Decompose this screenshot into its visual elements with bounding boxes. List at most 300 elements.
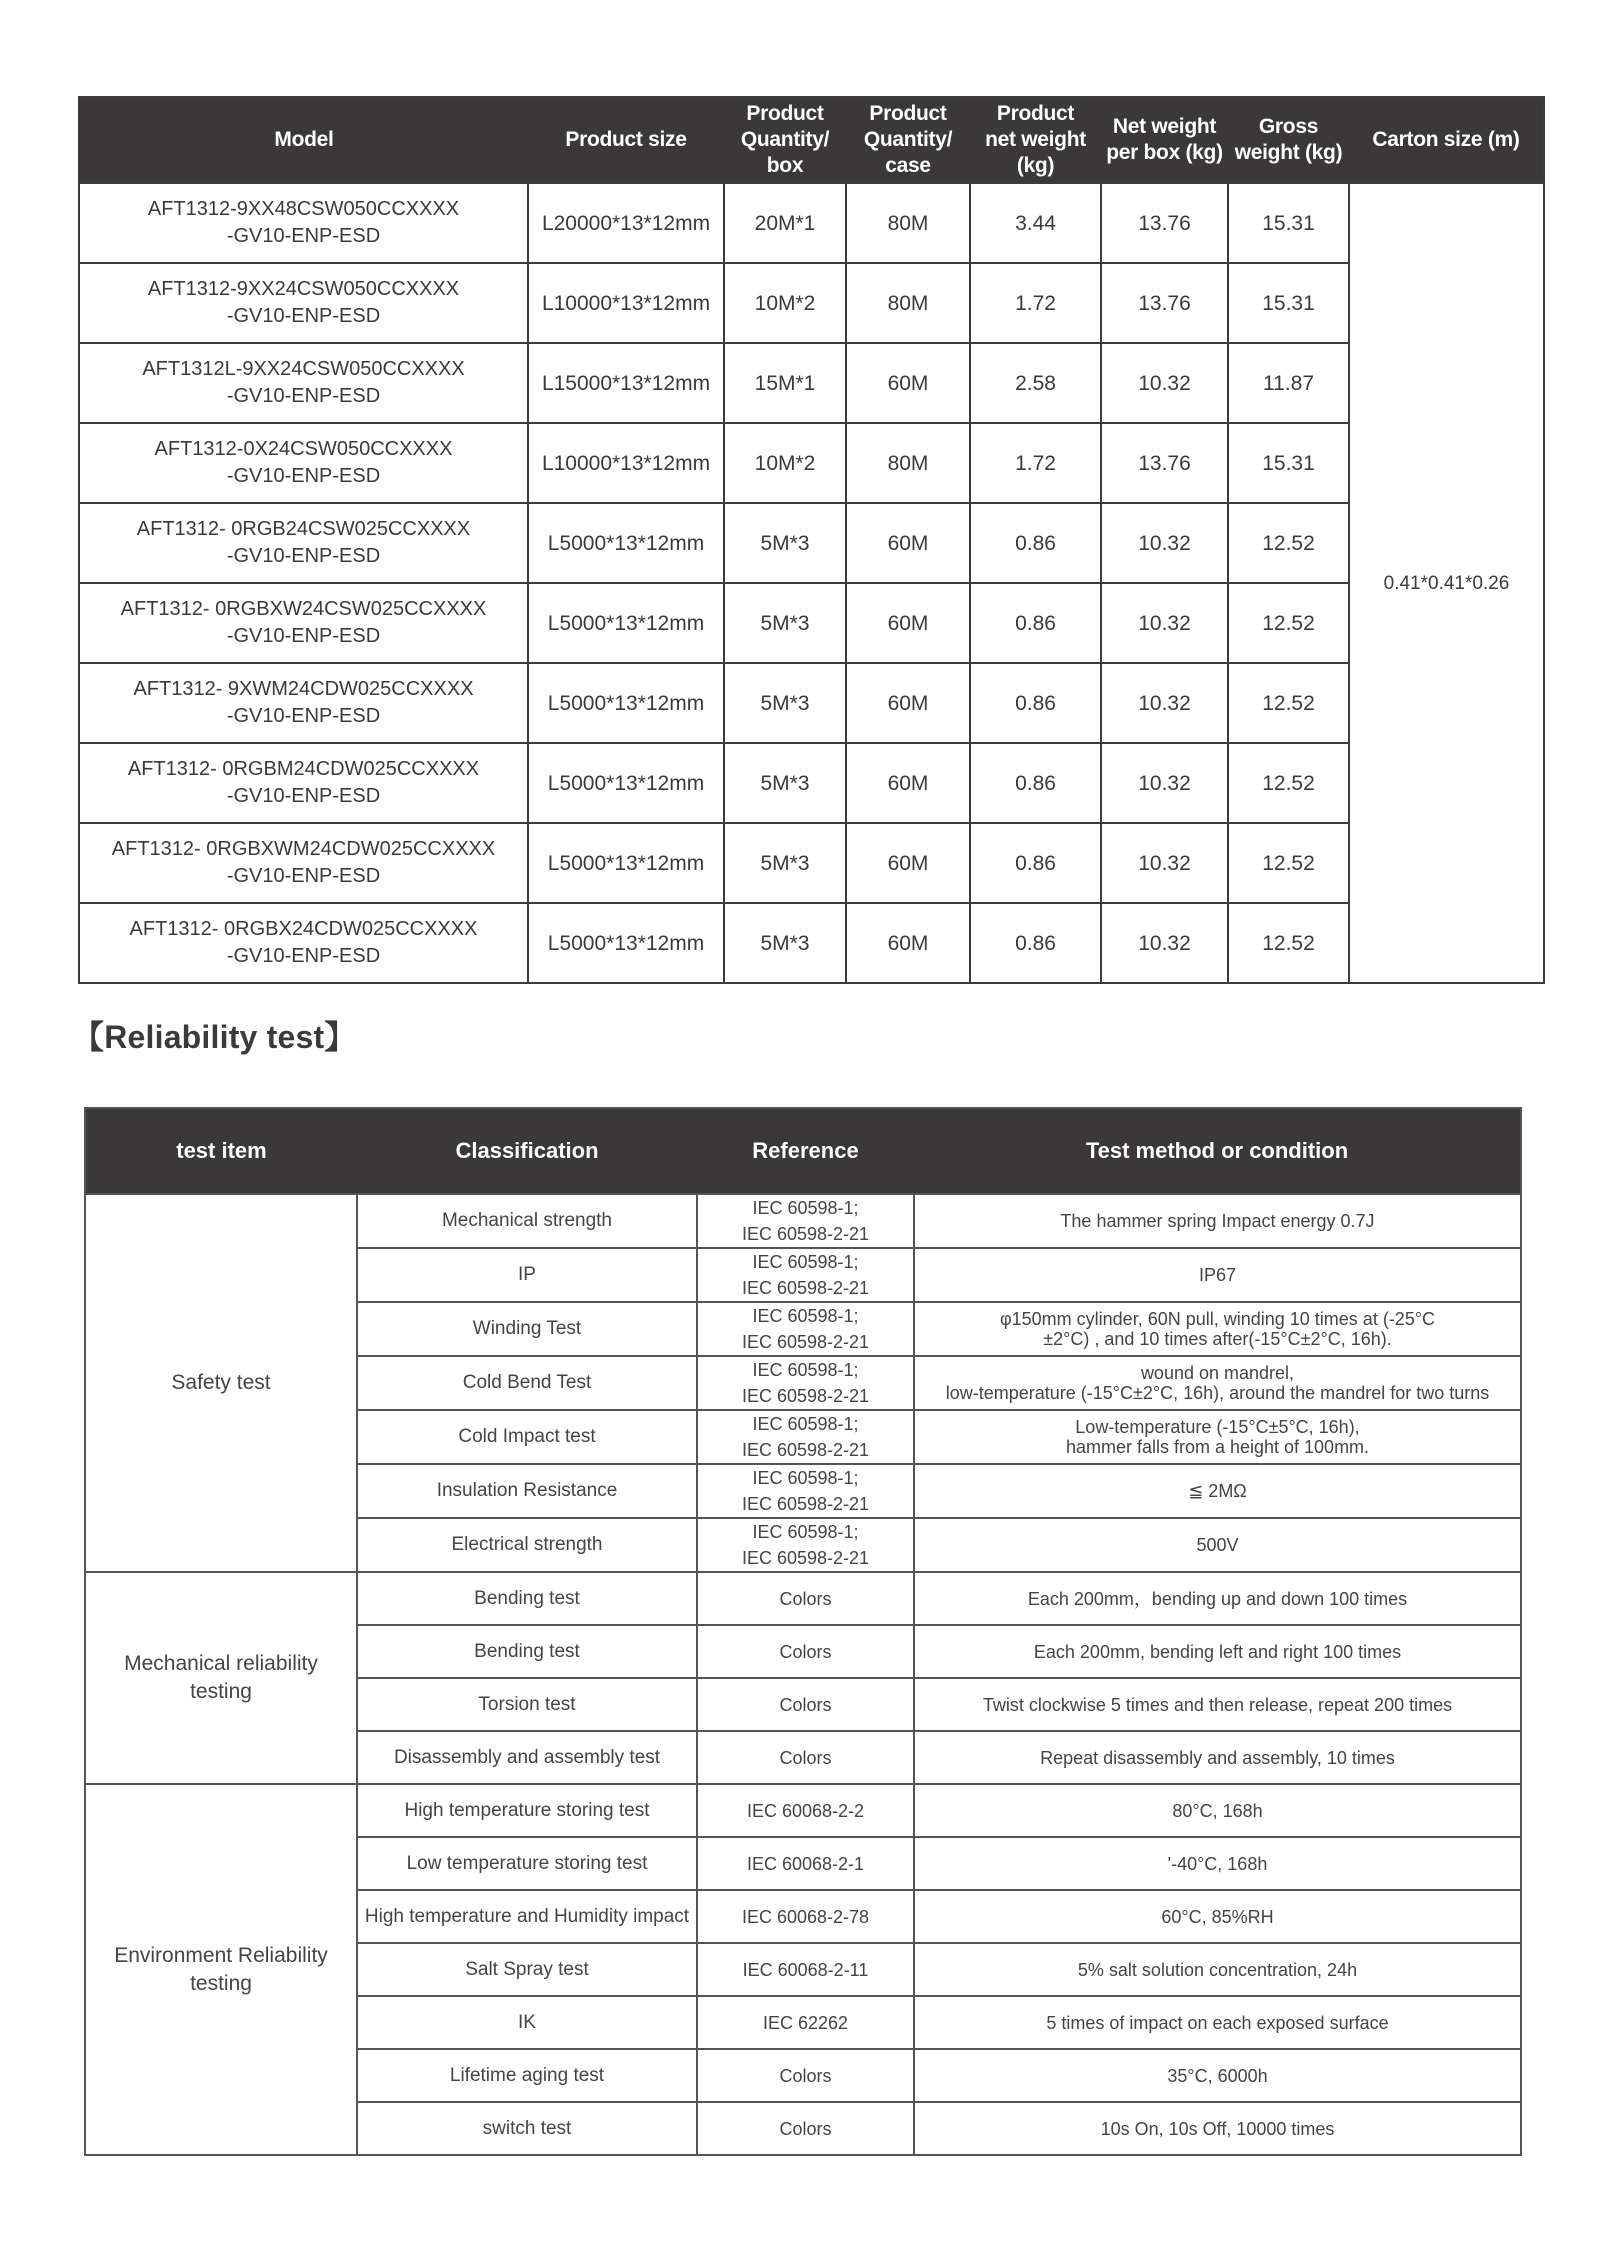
net-weight-cell [970,503,1101,583]
net-weight-cell-text: 0.86 [1015,851,1056,875]
test-method-cell-text: φ150mm cylinder, 60N pull, winding 10 times at (-25°C [999,1309,1436,1329]
net-weight-cell-text: 0.86 [1015,931,1056,955]
reference-cell-text: IEC 60068-2-78 [741,1906,870,1927]
model-cell-text: AFT1312- 0RGBM24CDW025CCXXXX [127,758,480,780]
classification-cell-text: Cold Bend Test [462,1372,592,1393]
model-cell [79,823,528,903]
model-cell-text: AFT1312L-9XX24CSW050CCXXXX [142,358,465,380]
classification-cell [357,1996,697,2049]
net-weight-cell-text: 0.86 [1015,611,1056,635]
model-cell [79,903,528,983]
net-per-box-cell-text: 10.32 [1138,691,1191,715]
test-method-cell-text: 35°C, 6000h [1167,2065,1268,2086]
classification-cell-text: Torsion test [478,1693,576,1715]
product-size-cell [528,583,724,663]
test-method-cell-text: 5% salt solution concentration, 24h [1077,1959,1358,1980]
test-method-cell-text: ≦ 2MΩ [1188,1481,1247,1501]
gross-weight-cell-text: 12.52 [1262,931,1315,955]
qty-case-cell-text: 60M [887,371,929,395]
model-cell [79,663,528,743]
net-weight-cell-text: 1.72 [1015,451,1056,475]
classification-cell-text: Low temperature storing test [406,1852,648,1874]
reference-cell-text: IEC 60598-2-21 [741,1224,870,1244]
model-cell-text: -GV10-ENP-ESD [226,865,381,887]
net-per-box-cell [1101,343,1228,423]
classification-cell-text: Mechanical strength [441,1210,613,1231]
header-qty-case: Product Quantity/ case [846,97,970,183]
model-cell-text: -GV10-ENP-ESD [226,945,381,967]
reference-cell-text: IEC 60598-1; [752,1306,859,1326]
qty-case-cell-text: 80M [887,291,929,315]
qty-box-cell-text: 5M*3 [760,691,810,715]
qty-case-cell [846,663,970,743]
qty-box-cell-text: 5M*3 [760,611,810,635]
net-per-box-cell [1101,183,1228,263]
qty-box-cell [724,183,846,263]
net-per-box-cell [1101,743,1228,823]
gross-weight-cell-text: 12.52 [1262,691,1315,715]
net-per-box-cell-text: 13.76 [1138,211,1191,235]
qty-case-cell-text: 80M [887,451,929,475]
test-method-cell-text: 80°C, 168h [1172,1800,1263,1821]
gross-weight-cell [1228,423,1349,503]
reference-cell-text: IEC 60598-2-21 [741,1332,870,1352]
reference-cell [697,2102,914,2155]
packing-row [79,823,1544,903]
qty-box-cell [724,343,846,423]
model-cell-text: -GV10-ENP-ESD [226,625,381,647]
test-method-cell [914,1194,1521,1248]
test-method-cell [914,1943,1521,1996]
net-weight-cell-text: 0.86 [1015,531,1056,555]
net-weight-cell [970,663,1101,743]
classification-cell-text: Winding Test [472,1318,582,1339]
classification-cell [357,1890,697,1943]
product-size-cell-text: L5000*13*12mm [547,771,705,795]
gross-weight-cell [1228,503,1349,583]
model-cell [79,423,528,503]
product-size-cell-text: L10000*13*12mm [541,291,711,315]
reliability-row [85,1784,1521,1837]
packing-row [79,263,1544,343]
net-per-box-cell [1101,663,1228,743]
qty-box-cell [724,583,846,663]
reliability-row [85,1572,1521,1625]
packing-table [78,96,1545,984]
test-method-cell-text: 500V [1196,1535,1239,1555]
test-item-group-cell-text: testing [190,1680,252,1703]
reference-cell-text: Colors [779,2118,832,2139]
model-cell-text: -GV10-ENP-ESD [226,705,381,727]
reference-cell [697,1356,914,1410]
classification-cell [357,2102,697,2155]
test-method-cell-text: 5 times of impact on each exposed surface [1046,2012,1389,2033]
reference-cell-text: Colors [779,1588,832,1609]
qty-case-cell-text: 80M [887,211,929,235]
reliability-table [84,1107,1522,2156]
net-weight-cell-text: 0.86 [1015,771,1056,795]
reference-cell [697,1248,914,1302]
classification-cell [357,1518,697,1572]
classification-cell-text: Bending test [474,1640,580,1662]
reference-cell-text: IEC 60068-2-1 [746,1853,865,1874]
header-reference: Reference [697,1108,914,1194]
test-method-cell [914,1356,1521,1410]
test-method-cell [914,1302,1521,1356]
qty-case-cell-text: 60M [887,931,929,955]
packing-header-row [79,97,1544,183]
net-weight-cell-text: 1.72 [1015,291,1056,315]
product-size-cell-text: L5000*13*12mm [547,931,705,955]
qty-case-cell-text: 60M [887,771,929,795]
reference-cell-text: IEC 60598-1; [752,1198,859,1218]
test-method-cell-text: 10s On, 10s Off, 10000 times [1100,2118,1335,2139]
net-weight-cell [970,903,1101,983]
net-weight-cell [970,343,1101,423]
model-cell-text: AFT1312-9XX48CSW050CCXXXX [147,198,460,220]
qty-box-cell-text: 5M*3 [760,771,810,795]
gross-weight-cell-text: 12.52 [1262,851,1315,875]
classification-cell-text: Lifetime aging test [449,2064,605,2086]
test-method-cell-text: Each 200mm，bending up and down 100 times [1027,1588,1408,1609]
carton-size-cell-text: 0.41*0.41*0.26 [1383,572,1510,594]
product-size-cell [528,743,724,823]
qty-case-cell-text: 60M [887,851,929,875]
gross-weight-cell-text: 12.52 [1262,771,1315,795]
header-model: Model [79,97,528,183]
reference-cell-text: IEC 60598-1; [752,1252,859,1272]
test-method-cell-text: wound on mandrel, [1140,1363,1295,1383]
reference-cell-text: IEC 60598-2-21 [741,1278,870,1298]
reliability-table-body [85,1194,1521,2155]
qty-box-cell [724,903,846,983]
test-method-cell-text: hammer falls from a height of 100mm. [1065,1437,1370,1457]
reference-cell [697,1943,914,1996]
model-cell-text: AFT1312-0X24CSW050CCXXXX [154,438,453,460]
product-size-cell-text: L15000*13*12mm [541,371,711,395]
qty-case-cell [846,503,970,583]
reference-cell-text: IEC 60068-2-11 [742,1959,869,1980]
classification-cell [357,1731,697,1784]
test-item-group-cell-text: Environment Reliability [114,1943,328,1967]
test-method-cell [914,1518,1521,1572]
classification-cell [357,1837,697,1890]
test-method-cell [914,1731,1521,1784]
header-gross-weight: Gross weight (kg) [1228,97,1349,183]
test-method-cell [914,1464,1521,1518]
reference-cell-text: Colors [779,2065,832,2086]
reference-cell [697,1410,914,1464]
packing-row [79,663,1544,743]
classification-cell [357,1410,697,1464]
model-cell-text: -GV10-ENP-ESD [226,545,381,567]
qty-box-cell [724,423,846,503]
header-test-method: Test method or condition [914,1108,1521,1194]
net-per-box-cell-text: 10.32 [1138,771,1191,795]
qty-box-cell [724,503,846,583]
test-method-cell [914,1625,1521,1678]
header-net-per-box: Net weight per box (kg) [1101,97,1228,183]
test-method-cell [914,2102,1521,2155]
qty-box-cell-text: 15M*1 [754,371,816,395]
product-size-cell-text: L20000*13*12mm [541,211,711,235]
classification-cell-text: IK [518,2011,536,2033]
net-per-box-cell [1101,423,1228,503]
model-cell-text: -GV10-ENP-ESD [226,385,381,407]
test-method-cell-text: IP67 [1198,1265,1237,1285]
product-size-cell-text: L5000*13*12mm [547,691,705,715]
qty-case-cell [846,903,970,983]
test-method-cell [914,2049,1521,2102]
reference-cell [697,1996,914,2049]
test-method-cell-text: '-40°C, 168h [1167,1853,1268,1874]
model-cell-text: AFT1312- 0RGBXWM24CDW025CCXXXX [111,838,496,860]
test-item-group-cell-text: Safety test [171,1371,271,1394]
model-cell [79,263,528,343]
test-method-cell [914,1410,1521,1464]
reliability-row [85,1194,1521,1248]
classification-cell-text: IP [518,1264,536,1285]
packing-row [79,903,1544,983]
gross-weight-cell [1228,663,1349,743]
classification-cell-text: Bending test [474,1587,580,1609]
classification-cell [357,1248,697,1302]
net-weight-cell-text: 3.44 [1015,211,1056,235]
gross-weight-cell-text: 12.52 [1262,531,1315,555]
test-method-cell [914,1996,1521,2049]
reference-cell-text: Colors [779,1747,832,1768]
test-method-cell-text: Twist clockwise 5 times and then release, repeat 200 times [982,1694,1453,1715]
product-size-cell-text: L10000*13*12mm [541,451,711,475]
qty-box-cell-text: 5M*3 [760,931,810,955]
reference-cell [697,1784,914,1837]
reference-cell-text: IEC 60598-2-21 [741,1386,870,1406]
product-size-cell [528,343,724,423]
classification-cell [357,1784,697,1837]
test-method-cell-text: The hammer spring Impact energy 0.7J [1060,1211,1375,1231]
qty-box-cell [724,663,846,743]
net-per-box-cell-text: 10.32 [1138,931,1191,955]
reference-cell [697,1464,914,1518]
gross-weight-cell-text: 11.87 [1263,371,1314,395]
reference-cell [697,1731,914,1784]
reference-cell-text: IEC 60598-2-21 [741,1494,870,1514]
packing-row [79,423,1544,503]
reference-cell [697,1837,914,1890]
packing-row [79,743,1544,823]
qty-box-cell-text: 5M*3 [760,531,810,555]
test-method-cell [914,1890,1521,1943]
classification-cell [357,1943,697,1996]
packing-row [79,343,1544,423]
reference-cell-text: IEC 60598-1; [752,1468,859,1488]
classification-cell [357,1625,697,1678]
net-per-box-cell-text: 10.32 [1138,371,1191,395]
qty-case-cell [846,423,970,503]
qty-box-cell-text: 10M*2 [754,451,816,475]
qty-box-cell-text: 20M*1 [754,211,816,235]
header-classification: Classification [357,1108,697,1194]
qty-case-cell [846,183,970,263]
net-per-box-cell-text: 10.32 [1138,531,1191,555]
net-weight-cell [970,423,1101,503]
qty-case-cell [846,823,970,903]
packing-row [79,503,1544,583]
packing-row [79,183,1544,263]
classification-cell [357,1356,697,1410]
reference-cell [697,1890,914,1943]
net-weight-cell [970,263,1101,343]
product-size-cell-text: L5000*13*12mm [547,851,705,875]
net-per-box-cell [1101,263,1228,343]
net-per-box-cell [1101,903,1228,983]
product-size-cell-text: L5000*13*12mm [547,531,705,555]
header-test-item: test item [85,1108,357,1194]
gross-weight-cell-text: 15.31 [1262,451,1315,475]
classification-cell [357,1678,697,1731]
test-method-cell-text: Repeat disassembly and assembly, 10 times [1040,1747,1395,1768]
test-method-cell-text: ±2°C) , and 10 times after(-15°C±2°C, 16h). [1043,1329,1392,1349]
model-cell [79,183,528,263]
model-cell-text: AFT1312- 9XWM24CDW025CCXXXX [133,678,474,700]
net-per-box-cell-text: 10.32 [1138,851,1191,875]
net-per-box-cell [1101,583,1228,663]
net-weight-cell [970,823,1101,903]
gross-weight-cell [1228,583,1349,663]
gross-weight-cell [1228,263,1349,343]
test-method-cell [914,1784,1521,1837]
product-size-cell [528,823,724,903]
reference-cell [697,1572,914,1625]
net-per-box-cell-text: 10.32 [1138,611,1191,635]
reliability-section-heading: 【Reliability test】 [72,1019,357,1055]
reference-cell-text: IEC 60598-2-21 [741,1440,870,1460]
test-method-cell [914,1248,1521,1302]
reference-cell-text: IEC 60598-2-21 [741,1548,870,1568]
model-cell [79,743,528,823]
model-cell-text: -GV10-ENP-ESD [226,785,381,807]
model-cell-text: -GV10-ENP-ESD [226,225,381,247]
classification-cell-text: Insulation Resistance [436,1480,618,1501]
product-size-cell [528,263,724,343]
net-weight-cell [970,183,1101,263]
test-method-cell-text: Low-temperature (-15°C±5°C, 16h), [1075,1417,1360,1437]
gross-weight-cell [1228,743,1349,823]
reference-cell-text: IEC 62262 [762,2012,849,2033]
reference-cell-text: Colors [779,1641,832,1662]
reference-cell-text: IEC 60598-1; [752,1360,859,1380]
qty-box-cell [724,823,846,903]
net-weight-cell-text: 2.58 [1015,371,1056,395]
test-item-group-cell [85,1784,357,2155]
reference-cell [697,1678,914,1731]
test-method-cell [914,1572,1521,1625]
test-method-cell [914,1837,1521,1890]
header-net-weight: Product net weight (kg) [970,97,1101,183]
product-size-cell [528,183,724,263]
qty-case-cell [846,583,970,663]
model-cell-text: AFT1312- 0RGB24CSW025CCXXXX [136,518,471,540]
test-item-group-cell-text: testing [190,1971,252,1995]
net-per-box-cell-text: 13.76 [1138,291,1191,315]
test-item-group-cell [85,1194,357,1572]
classification-cell [357,1194,697,1248]
net-per-box-cell [1101,503,1228,583]
header-qty-box: Product Quantity/ box [724,97,846,183]
reference-cell [697,1518,914,1572]
product-size-cell [528,663,724,743]
qty-case-cell [846,343,970,423]
carton-size-cell [1349,183,1544,983]
test-method-cell-text: low-temperature (-15°C±2°C, 16h), around the mandrel for two turns [945,1383,1490,1403]
net-weight-cell-text: 0.86 [1015,691,1056,715]
classification-cell [357,1464,697,1518]
model-cell-text: -GV10-ENP-ESD [226,305,381,327]
reliability-header-row [85,1108,1521,1194]
gross-weight-cell [1228,343,1349,423]
model-cell [79,583,528,663]
model-cell-text: AFT1312-9XX24CSW050CCXXXX [147,278,460,300]
net-per-box-cell-text: 13.76 [1138,451,1191,475]
reference-cell [697,1194,914,1248]
classification-cell-text: High temperature and Humidity impact [364,1905,690,1927]
model-cell-text: -GV10-ENP-ESD [226,465,381,487]
test-item-group-cell [85,1572,357,1784]
test-method-cell-text: 60°C, 85%RH [1161,1906,1274,1927]
model-cell-text: AFT1312- 0RGBX24CDW025CCXXXX [129,918,478,940]
reference-cell-text: IEC 60598-1; [752,1522,859,1542]
reference-cell [697,1625,914,1678]
model-cell [79,343,528,423]
header-carton-size: Carton size (m) [1349,97,1544,183]
gross-weight-cell-text: 12.52 [1262,611,1315,635]
reference-cell-text: IEC 60068-2-2 [746,1800,865,1821]
product-size-cell [528,423,724,503]
qty-case-cell-text: 60M [887,531,929,555]
gross-weight-cell [1228,823,1349,903]
qty-case-cell [846,263,970,343]
test-method-cell [914,1678,1521,1731]
qty-box-cell [724,743,846,823]
classification-cell [357,1572,697,1625]
classification-cell-text: Electrical strength [451,1534,603,1555]
gross-weight-cell-text: 15.31 [1262,291,1315,315]
reference-cell-text: Colors [779,1694,832,1715]
test-method-cell-text: Each 200mm, bending left and right 100 times [1033,1641,1402,1662]
classification-cell-text: Disassembly and assembly test [393,1746,661,1768]
gross-weight-cell [1228,183,1349,263]
reference-cell-text: IEC 60598-1; [752,1414,859,1434]
net-weight-cell [970,743,1101,823]
classification-cell-text: Salt Spray test [465,1958,589,1980]
header-product-size: Product size [528,97,724,183]
reference-cell [697,1302,914,1356]
packing-table-body [79,183,1544,983]
classification-cell-text: switch test [482,2117,572,2139]
test-item-group-cell-text: Mechanical reliability [124,1652,318,1675]
model-cell [79,503,528,583]
qty-box-cell-text: 5M*3 [760,851,810,875]
classification-cell-text: Cold Impact test [458,1426,596,1447]
net-weight-cell [970,583,1101,663]
product-size-cell [528,503,724,583]
model-cell-text: AFT1312- 0RGBXW24CSW025CCXXXX [120,598,487,620]
reference-cell [697,2049,914,2102]
classification-cell-text: High temperature storing test [404,1799,650,1821]
packing-row [79,583,1544,663]
qty-case-cell [846,743,970,823]
qty-case-cell-text: 60M [887,691,929,715]
